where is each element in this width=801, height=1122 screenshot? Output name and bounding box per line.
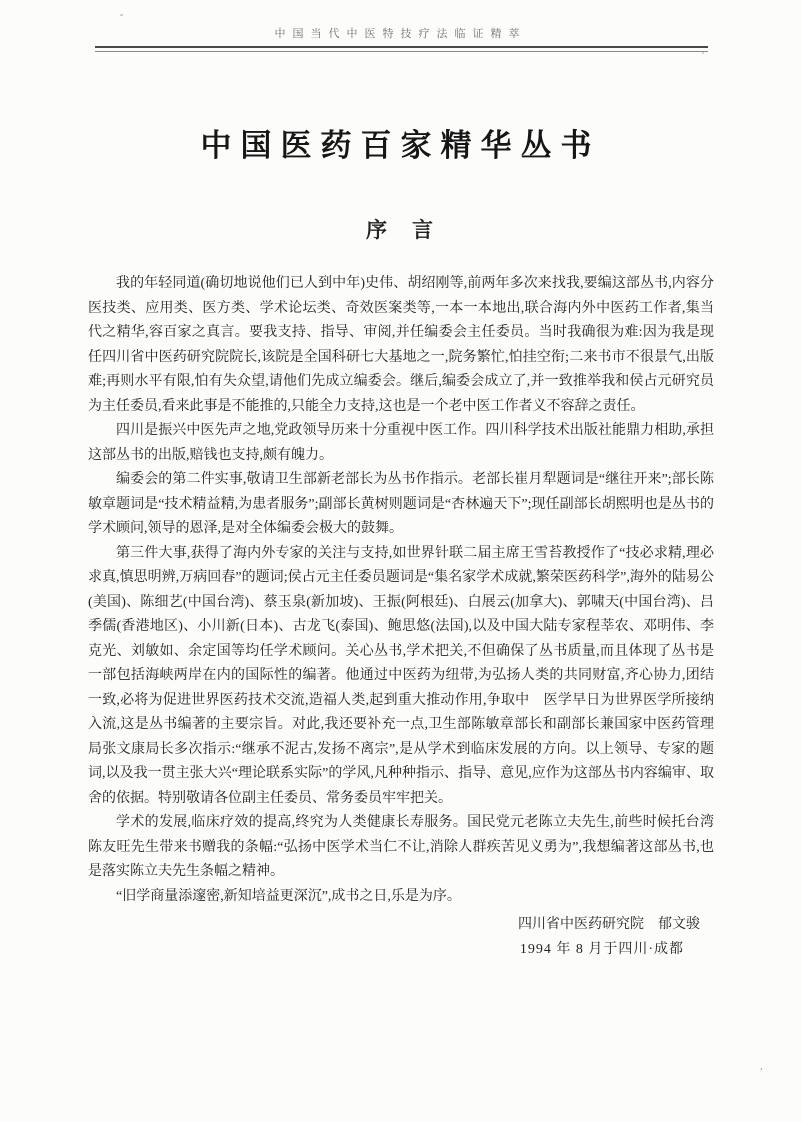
running-header: 中国当代中医特技疗法临证精萃 [274,28,527,40]
paragraph: “旧学商量添邃密,新知培益更深沉”,成书之日,乐是为序。 [116,888,461,904]
header-rule [95,46,708,52]
paragraph: 我的年轻同道(确切地说他们已人到中年)史伟、胡绍刚等,前两年多次来找我,要编这部丛书,内容分医技类、应用类、医方类、学术论坛类、奇效医案类等,一本一本地出,联合海内外中医药工作者,集当代之精华,容百家之真言。要我支持、指导、审阅,并任编委会主任委员。当时我确很为难:因为我是现任四川省中医药研究院院长,该院是全国科研七大基地之一,院务繁忙,怕挂空衔;二来书市不很景气,出版难;再则水平有限,怕有失众望,请他们先成立编委会。继后,编委会成立了,并一致推举我和侯占元研究员为主任委员,看来此事是不能推的,只能全力支持,这也是一个老中医工作者义不容辞之责任。 [88,276,714,414]
header-rule-thick [95,46,708,48]
paragraph: 四川是振兴中医先声之地,党政领导历来十分重视中医工作。四川科学技术出版社能鼎力相助,承担这部丛书的出版,赔钱也支持,颇有魄力。 [88,423,714,463]
scan-speck [120,14,123,16]
book-title: 中国医药百家精华丛书 [200,128,601,163]
paragraph: 第三件大事,获得了海内外专家的关注与支持,如世界针联二届主席王雪苔教授作了“技必求精,理必求真,慎思明辨,万病回春”的题词;侯占元主任委员题词是“集名家学术成就,繁荣医药科学”,海外的陆易公(美国)、陈细艺(中国台湾)、蔡玉泉(新加坡)、王振(阿根廷)、白展云(加拿大)、郭啸天(中国台湾)、吕季儒(香港地区)、小川新(日本)、古龙飞(泰国)、鲍思悠(法国),以及中国大陆专家程莘农、邓明伟、李克光、刘敏如、余定国等均任学术顾问。关心丛书,学术把关,不但确保了丛书质量,而且体现了丛书是一部包括海峡两岸在内的国际性的编著。他通过中医药为纽带,为弘扬人类的共同财富,齐心协力,团结一致,必将为促进世界医药技术交流,造福人类,起到重大推动作用,争取中 医学早日为世界医学所接纳入流,这是丛书编著的主要宗旨。对此,我还要补充一点,卫生部陈敏章部长和副部长兼国家中医药管理局张文康局长多次指示:“继承不泥古,发扬不离宗”,是从学术到临床发展的方向。以上领导、专家的题词,以及我一贯主张大兴“理论联系实际”的学风,凡种种指示、指导、意见,应作为这部丛书内容编审、取舍的依据。特别敬请各位副主任委员、常务委员牢牢把关。 [88,545,714,806]
page-corner-mark: ’ [759,1067,763,1078]
signature-block [88,913,714,962]
signature-institution-author: 四川省中医药研究院 郁文骏 [518,917,700,932]
paragraph: 编委会的第二件实事,敬请卫生部新老部长为丛书作指示。老部长崔月犁题词是“继往开来”;部长陈敏章题词是“技术精益精,为患者服务”;副部长黄树则题词是“杏林遍天下”;现任副部长胡熙明也是丛书的学术顾问,领导的恩泽,是对全体编委会极大的鼓舞。 [88,472,714,536]
preface-body [88,272,714,962]
section-title-preface: 序 言 [366,218,435,242]
scan-speck [702,52,704,54]
header-rule-thin [95,51,708,52]
signature-date-place: 1994 年 8 月于四川·成都 [519,941,684,957]
paragraph: 学术的发展,临床疗效的提高,终究为人类健康长寿服务。国民党元老陈立夫先生,前些时候托台湾陈友旺先生带来书赠我的条幅:“弘扬中医学术当仁不让,消除人群疾苦见义勇为”,我想编著这部丛书,也是落实陈立夫先生条幅之精神。 [88,815,714,879]
